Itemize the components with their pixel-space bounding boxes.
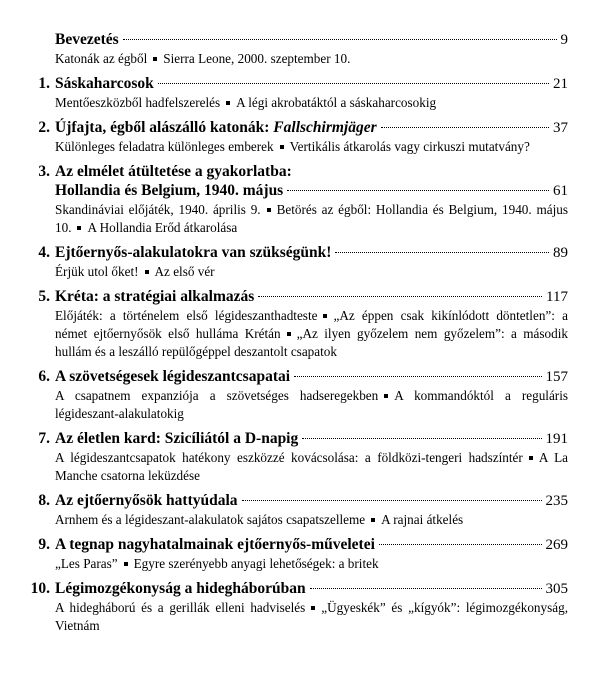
- toc-entry-3: [0, 162, 596, 237]
- desc-item: A kommandóktól a reguláris légideszant-alakulatokig: [55, 388, 568, 421]
- chapter-number: 1.: [38, 75, 50, 92]
- desc-item: A La Manche csatorna leküzdése: [55, 450, 568, 483]
- toc-page-number: 37: [553, 120, 568, 136]
- toc-title: Bevezetés: [55, 31, 119, 48]
- toc-title-text: Újfajta, égből alászálló katonák:: [55, 119, 274, 136]
- toc-title: A tegnap nagyhatalmainak ejtőernyős-műveletei: [55, 536, 375, 553]
- toc-entry-intro: [0, 30, 596, 68]
- bullet-icon: [311, 606, 315, 610]
- dot-leader: [381, 127, 549, 128]
- toc-title: Az életlen kard: Szicíliától a D-napig: [55, 430, 299, 447]
- desc-item: Egyre szerényebb anyagi lehetőségek: a britek: [133, 556, 379, 571]
- desc-item: A rajnai átkelés: [381, 512, 464, 527]
- toc-page-number: 9: [560, 32, 568, 48]
- toc-title-row[interactable]: [0, 429, 596, 449]
- toc-page-number: 117: [546, 289, 568, 305]
- chapter-number: 9.: [38, 536, 50, 553]
- toc-title-row[interactable]: [0, 118, 596, 138]
- toc-entry-5: [0, 287, 596, 361]
- toc-entry-8: [0, 491, 596, 529]
- desc-item: Katonák az égből: [55, 51, 148, 66]
- toc-title: Kréta: a stratégiai alkalmazás: [55, 288, 255, 305]
- dot-leader: [242, 500, 542, 501]
- dot-leader: [158, 83, 549, 84]
- toc-title-row[interactable]: [0, 74, 596, 94]
- desc-item: A hidegháború és a gerillák elleni hadviselés: [55, 600, 306, 615]
- bullet-icon: [267, 208, 271, 212]
- toc-page-number: 235: [545, 493, 568, 509]
- toc-page-number: 89: [553, 245, 568, 261]
- toc-title: Ejtőernyős-alakulatokra van szükségünk!: [55, 244, 332, 261]
- table-of-contents: [0, 30, 596, 641]
- chapter-number: 7.: [38, 430, 50, 447]
- toc-title-row[interactable]: [0, 181, 596, 201]
- toc-title-row[interactable]: [0, 579, 596, 599]
- toc-description: [0, 599, 596, 635]
- desc-item: „Az ilyen győzelem nem győzelem”: a második hullám és a leszálló repülőgéppel deszantolt csapatok: [55, 326, 568, 359]
- toc-description: [0, 307, 596, 361]
- desc-item: A légi akrobatáktól a sáskaharcosokig: [236, 95, 437, 110]
- toc-description: [0, 263, 596, 281]
- toc-page-number: 191: [545, 431, 568, 447]
- desc-item: Skandináviai előjáték, 1940. április 9.: [55, 202, 261, 217]
- toc-entry-4: [0, 243, 596, 281]
- toc-title: [55, 118, 377, 137]
- desc-item: „Az éppen csak kikínlódott döntetlen”: a német ejtőernyősök első hulláma Krétán: [55, 308, 568, 341]
- bullet-icon: [384, 394, 388, 398]
- toc-title-row[interactable]: [0, 30, 596, 50]
- toc-title: Az ejtőernyősök hattyúdala: [55, 492, 238, 509]
- toc-page-number: 157: [545, 369, 568, 385]
- chapter-number: 4.: [38, 244, 50, 261]
- toc-page-number: 305: [545, 581, 568, 597]
- toc-entry-1: [0, 74, 596, 112]
- dot-leader: [310, 588, 542, 589]
- toc-description: [0, 511, 596, 529]
- toc-title: A szövetségesek légideszantcsapatai: [55, 368, 291, 385]
- toc-title-row-first[interactable]: [0, 162, 596, 181]
- desc-item: „Ügyeskék” és „kígyók”: légimozgékonyság, Vietnám: [55, 600, 568, 633]
- toc-description: [0, 449, 596, 485]
- dot-leader: [258, 296, 542, 297]
- bullet-icon: [323, 314, 327, 318]
- toc-title: Légimozgékonyság a hidegháborúban: [55, 580, 306, 597]
- dot-leader: [379, 544, 542, 545]
- bullet-icon: [124, 562, 128, 566]
- chapter-number: 3.: [38, 163, 50, 180]
- desc-item: A légideszantcsapatok hatékony eszközzé kovácsolása: a földközi-tengeri hadszíntér: [55, 450, 523, 465]
- toc-title: Sáskaharcosok: [55, 75, 154, 92]
- bullet-icon: [145, 270, 149, 274]
- chapter-number: 8.: [38, 492, 50, 509]
- toc-page-number: 21: [553, 76, 568, 92]
- desc-item: Betörés az égből: Hollandia és Belgium, 1940. május 10.: [55, 202, 568, 235]
- toc-description: [0, 94, 596, 112]
- toc-page-number: 269: [545, 537, 568, 553]
- toc-entry-7: [0, 429, 596, 485]
- toc-title-row[interactable]: [0, 243, 596, 263]
- desc-item: „Les Paras”: [55, 556, 118, 571]
- toc-entry-10: [0, 579, 596, 635]
- desc-item: Érjük utol őket!: [55, 264, 139, 279]
- dot-leader: [287, 190, 549, 191]
- desc-item: Az első vér: [154, 264, 215, 279]
- chapter-number: 6.: [38, 368, 50, 385]
- bullet-icon: [529, 456, 533, 460]
- toc-title: Hollandia és Belgium, 1940. május: [55, 182, 284, 199]
- toc-description: [0, 201, 596, 237]
- toc-description: [0, 387, 596, 423]
- bullet-icon: [280, 145, 284, 149]
- toc-title-row[interactable]: [0, 535, 596, 555]
- chapter-number: 5.: [38, 288, 50, 305]
- toc-entry-2: [0, 118, 596, 156]
- toc-description: [0, 138, 596, 156]
- bullet-icon: [153, 57, 157, 61]
- toc-title-row[interactable]: [0, 367, 596, 387]
- desc-item: Mentőeszközből hadfelszerelés: [55, 95, 221, 110]
- toc-page-number: 61: [553, 183, 568, 199]
- toc-entry-9: [0, 535, 596, 573]
- dot-leader: [302, 438, 541, 439]
- dot-leader: [335, 252, 549, 253]
- bullet-icon: [77, 226, 81, 230]
- toc-title-row[interactable]: [0, 491, 596, 511]
- desc-item: Sierra Leone, 2000. szeptember 10.: [163, 51, 351, 66]
- toc-title-row[interactable]: [0, 287, 596, 307]
- desc-item: A csapatnem expanziója a szövetséges hadseregekben: [55, 388, 379, 403]
- desc-item: Arnhem és a légideszant-alakulatok sajátos csapatszelleme: [55, 512, 366, 527]
- toc-entry-6: [0, 367, 596, 423]
- chapter-number: 2.: [38, 119, 50, 136]
- toc-title-line1: Az elmélet átültetése a gyakorlatba:: [55, 163, 292, 180]
- desc-item: A Hollandia Erőd átkarolása: [87, 220, 238, 235]
- chapter-number: 10.: [30, 580, 50, 597]
- desc-item: Vertikális átkarolás vagy cirkuszi mutatvány?: [289, 139, 530, 154]
- toc-description: [0, 50, 596, 68]
- toc-description: [0, 555, 596, 573]
- bullet-icon: [226, 101, 230, 105]
- dot-leader: [294, 376, 541, 377]
- dot-leader: [123, 39, 557, 40]
- toc-title-italic: Fallschirmjäger: [273, 119, 377, 136]
- desc-item: Előjáték: a történelem első légideszanthadteste: [55, 308, 318, 323]
- bullet-icon: [287, 332, 291, 336]
- desc-item: Különleges feladatra különleges emberek: [55, 139, 274, 154]
- bullet-icon: [371, 518, 375, 522]
